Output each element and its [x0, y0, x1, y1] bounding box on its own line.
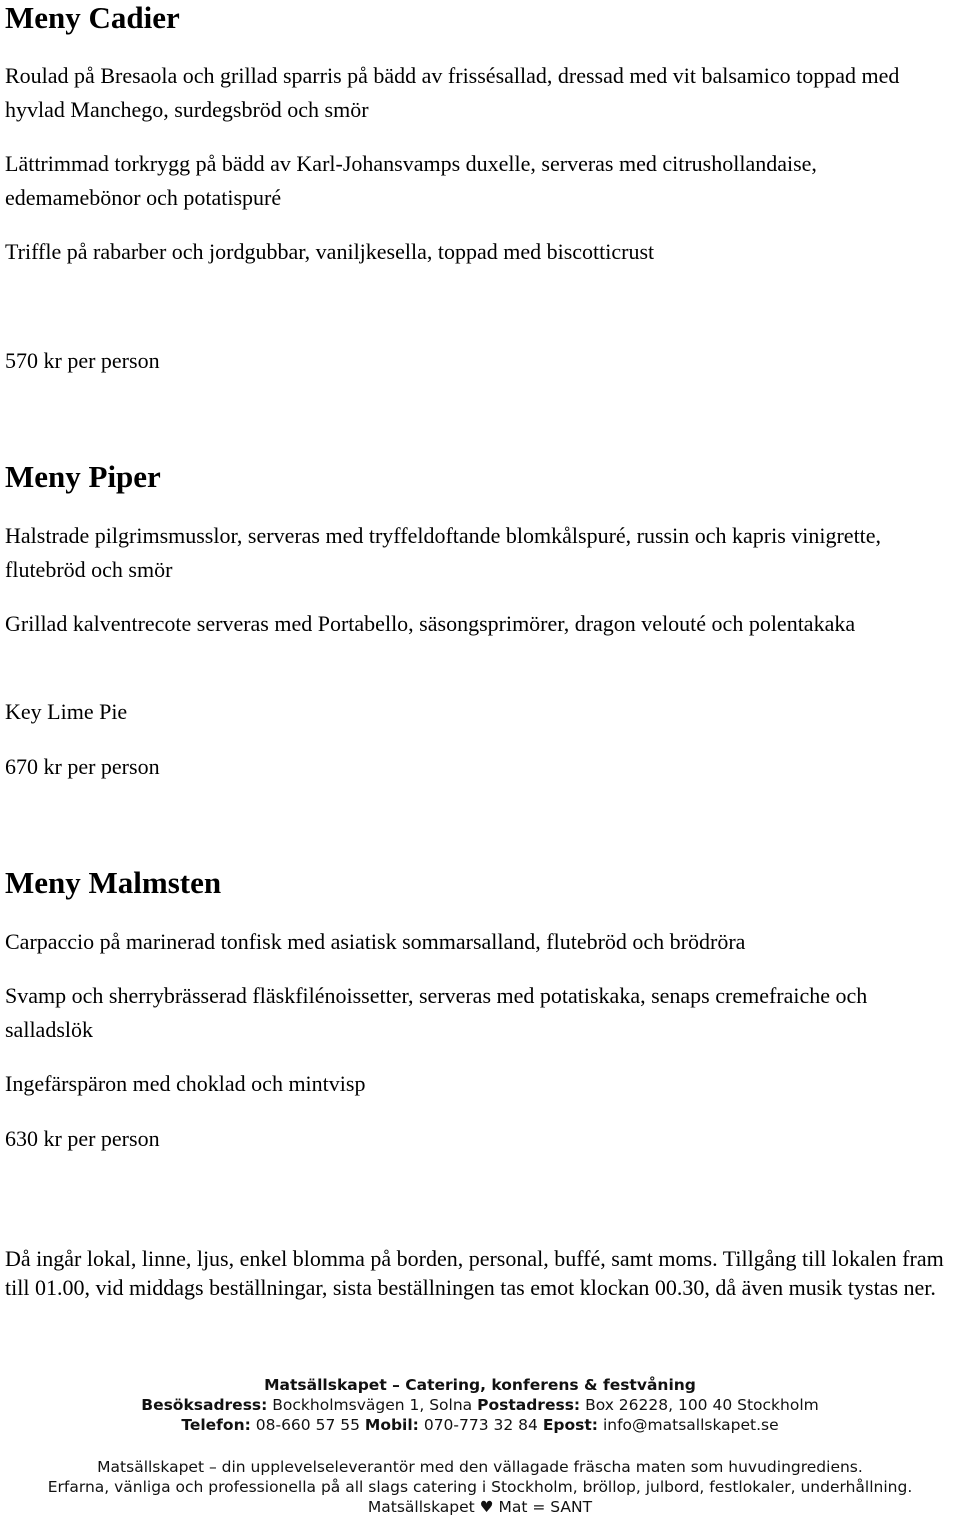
visit-address-label: Besöksadress: [141, 1396, 268, 1414]
footer-taglines [0, 1457, 960, 1517]
course-item: Grillad kalventrecote serveras med Portabello, säsongsprimörer, dragon velouté och polentakaka [5, 611, 856, 636]
post-address-value: Box 26228, 100 40 Stockholm [585, 1396, 819, 1414]
course-item: Halstrade pilgrimsmusslor, serveras med tryffeldoftande blomkålspuré, russin och kapris vinigrette, flutebröd och smör [5, 523, 882, 582]
course-item: Roulad på Bresaola och grillad sparris på bädd av frissésallad, dressad med vit balsamico toppad med hyvlad Manchego, surdegsbröd och smör [5, 63, 900, 122]
visit-address-value: Bockholmsvägen 1, Solna [272, 1396, 473, 1414]
course-item: Key Lime Pie [5, 699, 128, 724]
phone-label: Telefon: [181, 1416, 251, 1434]
menu-price-cadier: 570 kr per person [5, 348, 160, 373]
footer-address [0, 1395, 960, 1415]
included-info: Då ingår lokal, linne, ljus, enkel blomma på borden, personal, buffé, samt moms. Tillgång till lokalen fram till 01.00, vid middags beställningar, sista beställningen tas emot klockan 00.30, då även musik tystas ner. [5, 1246, 944, 1300]
menu-title-piper: Meny Piper [5, 459, 161, 494]
course-item: Svamp och sherrybrässerad fläskfilénoissetter, serveras med potatiskaka, senaps cremefraiche och salladslök [5, 983, 868, 1042]
menu-title-malmsten: Meny Malmsten [5, 865, 222, 900]
phone-value: 08-660 57 55 [255, 1416, 360, 1434]
course-item: Ingefärspäron med choklad och mintvisp [5, 1071, 366, 1096]
menu-title-cadier: Meny Cadier [5, 0, 180, 35]
footer-phone [0, 1415, 960, 1435]
menu-price-malmsten: 630 kr per person [5, 1126, 160, 1151]
course-item: Triffle på rabarber och jordgubbar, vaniljkesella, toppad med biscotticrust [5, 239, 655, 264]
footer-company: Matsällskapet – Catering, konferens & festvåning [264, 1376, 696, 1394]
menu-price-piper: 670 kr per person [5, 754, 160, 779]
mobile-label: Mobil: [364, 1416, 419, 1434]
footer-tagline-1: Matsällskapet – din upplevelseleverantör med den vällagade fräscha maten som huvudingrediens. [97, 1458, 863, 1476]
course-item: Lättrimmad torkrygg på bädd av Karl-Johansvamps duxelle, serveras med citrushollandaise, edemamebönor och potatispuré [5, 151, 817, 210]
email-label: Epost: [542, 1416, 599, 1434]
footer-tagline-3: Matsällskapet ♥ Mat = SANT [367, 1498, 593, 1516]
email-link[interactable]: info@matsallskapet.se [602, 1416, 779, 1434]
mobile-value: 070-773 32 84 [423, 1416, 538, 1434]
footer-tagline-2: Erfarna, vänliga och professionella på all slags catering i Stockholm, bröllop, julbord, festlokaler, underhållning. [47, 1478, 913, 1496]
course-item: Carpaccio på marinerad tonfisk med asiatisk sommarsalland, flutebröd och brödröra [5, 929, 746, 954]
footer-contact [0, 1375, 960, 1435]
post-address-label: Postadress: [477, 1396, 581, 1414]
